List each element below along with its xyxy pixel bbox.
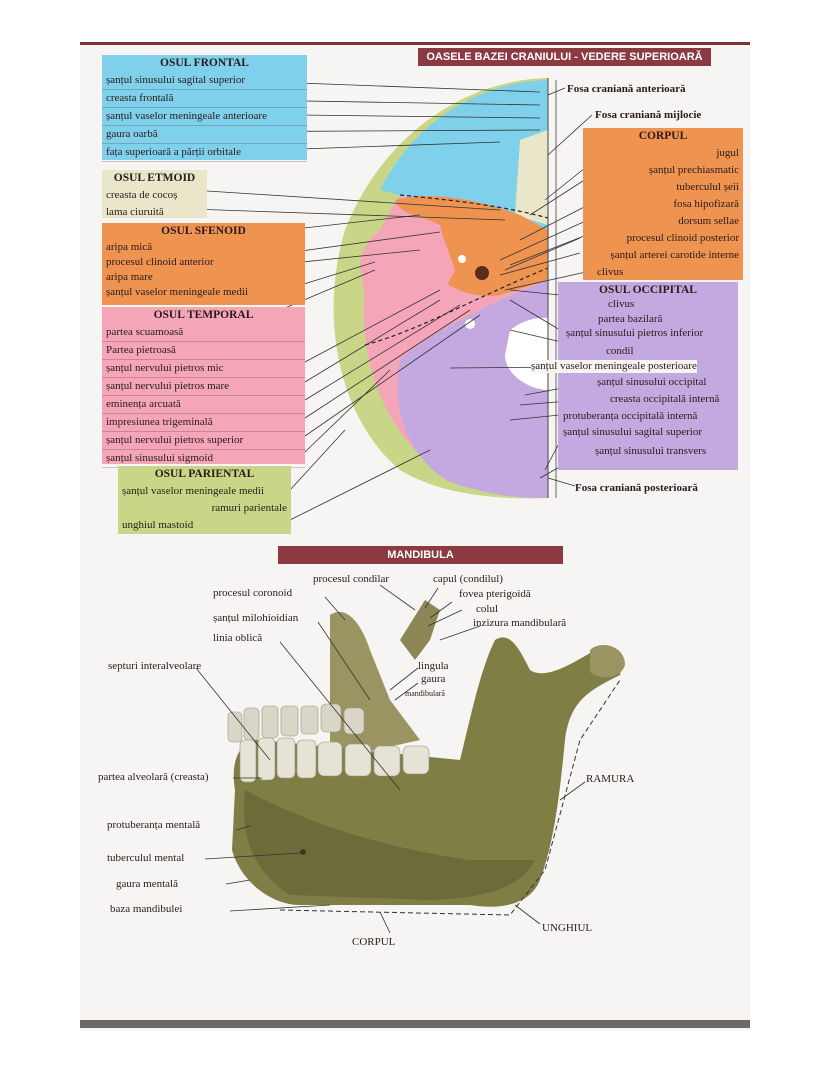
- occipital-item: șanțul vaselor meningeale posterioare: [531, 360, 697, 372]
- mental-protuberance-label: protuberanța mentală: [107, 819, 201, 831]
- ramus-label: RAMURA: [586, 773, 635, 785]
- sphenoid-title: OSUL SFENOID: [161, 225, 246, 237]
- notch-label: inzizura mandibulară: [473, 617, 567, 629]
- temporal-item: șanțul nervului pietros superior: [102, 432, 305, 450]
- head-label: capul (condilul): [433, 573, 503, 585]
- oblique-line-label: linia oblică: [213, 632, 263, 644]
- sphenoid-item: procesul clinoid anterior: [106, 256, 214, 268]
- body-title: CORPUL: [638, 130, 688, 142]
- parietal-item: ramuri parientale: [211, 502, 287, 514]
- sphenoid-item: aripa mică: [106, 241, 153, 253]
- fossa-middle-label: Fosa craniană mijlocie: [595, 109, 702, 121]
- parietal-item: șanțul vaselor meningeale medii: [122, 485, 265, 497]
- frontal-item: șanțul vaselor meningeale anterioare: [102, 108, 307, 126]
- temporal-item: impresiunea trigeminală: [102, 414, 305, 432]
- skull-title-banner: OASELE BAZEI CRANIULUI - VEDERE SUPERIOARĂ: [418, 48, 711, 66]
- temporal-item: șanțul sinusului sigmoid: [102, 450, 305, 468]
- occipital-item: șanțul sinusului sagital superior: [563, 426, 703, 438]
- sphenoid-item: șanțul vaselor meningeale medii: [106, 286, 249, 298]
- occipital-title: OSUL OCCIPITAL: [599, 284, 697, 296]
- body-item: jugul: [716, 147, 739, 159]
- occipital-item: șanțul sinusului pietros inferior: [566, 327, 704, 339]
- temporal-item: șanțul nervului pietros mare: [102, 378, 305, 396]
- occipital-item: partea bazilară: [598, 313, 663, 325]
- body-item: procesul clinoid posterior: [626, 232, 739, 244]
- mental-foramen-label: gaura mentală: [116, 878, 178, 890]
- occipital-item: condil: [606, 345, 634, 357]
- occipital-item: șanțul sinusului occipital: [597, 376, 707, 388]
- fossa-anterior-label: Fosa craniană anterioară: [567, 83, 686, 95]
- temporal-item: Partea pietroasă: [102, 342, 305, 360]
- neck-label: colul: [476, 603, 498, 615]
- body-item: dorsum sellae: [678, 215, 739, 227]
- frontal-item: gaura oarbă: [102, 126, 307, 144]
- body-label: CORPUL: [352, 936, 396, 948]
- body-item: clivus: [597, 266, 624, 278]
- foramen-small-label: mandibulară: [405, 689, 445, 698]
- parietal-title: OSUL PARIENTAL: [154, 468, 255, 480]
- mental-tubercle-label: tuberculul mental: [107, 852, 185, 864]
- frontal-item: creasta frontală: [102, 90, 307, 108]
- ethmoid-item: lama ciuruită: [106, 206, 164, 218]
- ethmoid-title: OSUL ETMOID: [113, 172, 196, 184]
- fossa-posterior-label: Fosa craniană posterioară: [575, 482, 698, 494]
- mylohyoid-label: șanțul milohioidian: [213, 612, 299, 624]
- base-label: baza mandibulei: [110, 903, 183, 915]
- sphenoid-item: aripa mare: [106, 271, 153, 283]
- frontal-title: OSUL FRONTAL: [160, 57, 249, 69]
- occipital-item: șanțul sinusului transvers: [595, 445, 707, 457]
- body-item: șanțul prechiasmatic: [648, 164, 739, 176]
- lingula-label: lingula: [418, 660, 449, 672]
- mandible-title-banner: MANDIBULA: [278, 546, 563, 564]
- interalveolar-label: septuri interalveolare: [108, 660, 202, 672]
- coronoid-label: procesul coronoid: [213, 587, 293, 599]
- temporal-title: OSUL TEMPORAL: [153, 309, 254, 321]
- frontal-item: șanțul sinusului sagital superior: [102, 72, 307, 90]
- parietal-item: unghiul mastoid: [122, 519, 194, 531]
- temporal-item: partea scuamoasă: [102, 324, 305, 342]
- temporal-item: eminența arcuată: [102, 396, 305, 414]
- ethmoid-item: creasta de cocoș: [106, 189, 178, 201]
- occipital-item: creasta occipitală internă: [610, 393, 720, 405]
- condylar-process-label: procesul condilar: [313, 573, 390, 585]
- alveolar-label: partea alveolară (creasta): [98, 771, 209, 783]
- pterygoid-fovea-label: fovea pterigoidă: [459, 588, 531, 600]
- body-item: șanțul arterei carotide interne: [610, 249, 739, 261]
- angle-label: UNGHIUL: [542, 922, 593, 934]
- body-item: fosa hipofizară: [673, 198, 739, 210]
- occipital-item: protuberanța occipitală internă: [563, 410, 698, 422]
- temporal-item: șanțul nervului pietros mic: [102, 360, 305, 378]
- body-item: tuberculul șeii: [676, 181, 739, 193]
- foramen-label: gaura: [421, 673, 446, 685]
- frontal-item: fața superioară a părții orbitale: [102, 144, 307, 162]
- occipital-item: clivus: [608, 298, 635, 310]
